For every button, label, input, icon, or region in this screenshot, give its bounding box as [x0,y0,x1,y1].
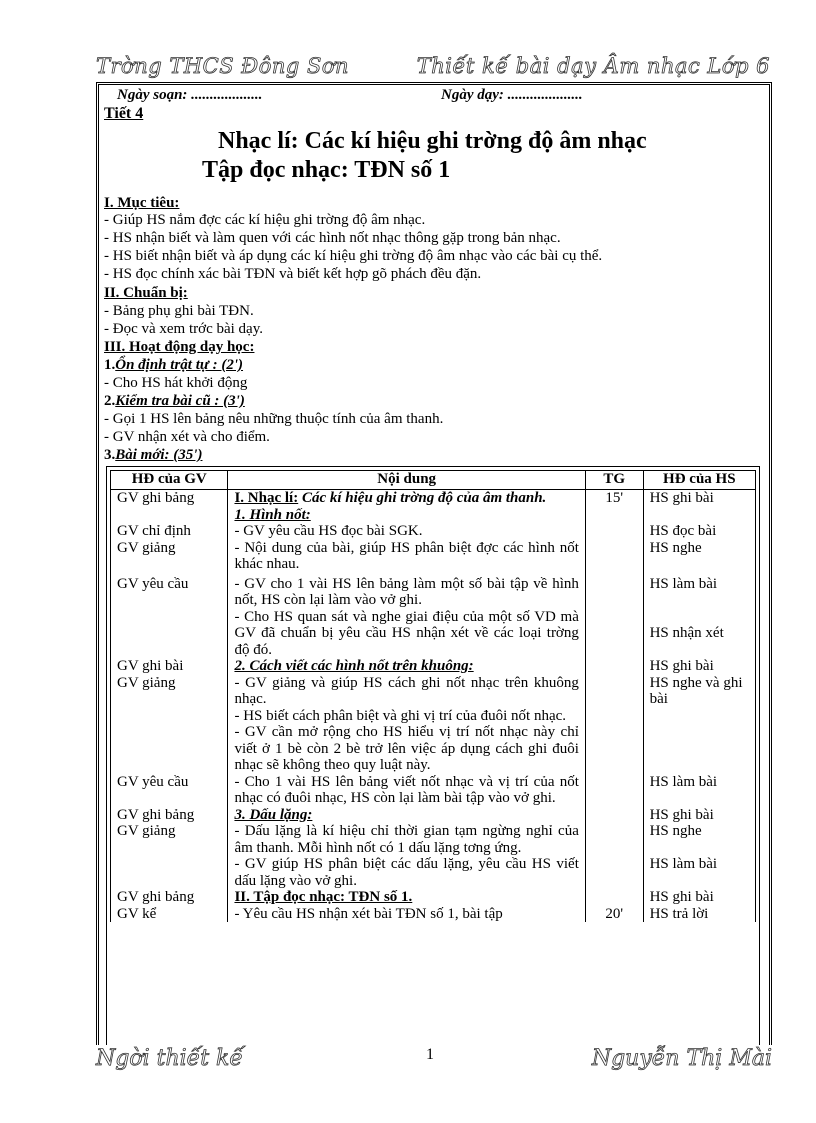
footer-author-label: Ngời thiết kế [96,1046,243,1071]
prep-line: - Bảng phụ ghi bài TĐN. [104,303,254,319]
table-row: GV ghi bảng II. Tập đọc nhạc: TĐN số 1. HS ghi bài [111,889,756,906]
lesson-number: Tiết 4 [104,105,144,122]
table-row: GV giảng - Dấu lặng là kí hiệu chỉ thời gian tạm ngừng nghỉ của âm thanh. Mỗi hình nốt có 1 dấu lặng tơng ứng. HS nghe [111,823,756,856]
table-row: GV kể - Yêu cầu HS nhận xét bài TĐN số 1, bài tập 20' HS trả lời [111,906,756,923]
col-time: TG [585,471,643,490]
date-taught: Ngày dạy: .................... [441,87,583,103]
table-row: - HS biết cách phân biệt và ghi vị trí của đuôi nốt nhạc. [111,708,756,725]
activity-2-line: - Gọi 1 HS lên bảng nêu những thuộc tính của âm thanh. [104,411,444,427]
page-header [96,54,772,80]
dates-line [117,87,583,104]
header-subject: Thiết kế bài dạy Âm nhạc Lớp 6 [416,54,770,78]
objective-line: - HS biết nhận biết và áp dụng các kí hiệu ghi trờng độ âm nhạc vào các bài cụ thể. [104,248,603,264]
activity-3: 3.Bài mới: (35') [104,447,203,463]
prep-line: - Đọc và xem trớc bài dạy. [104,321,263,337]
table-row: GV giảng - GV giảng và giúp HS cách ghi nốt nhạc trên khuông nhạc. HS nghe và ghi bài [111,675,756,708]
header-school: Trờng THCS Đông Sơn [96,54,350,78]
section-activities: III. Hoạt động dạy học: [104,339,255,355]
table-row: GV ghi bài 2. Cách viết các hình nốt trên khuông: HS ghi bài [111,658,756,675]
table-row: GV yêu cầu - Cho 1 vài HS lên bảng viết nốt nhạc và vị trí của nốt nhạc có đuôi nhạc, HS còn lại làm bài tập vào vở ghi. HS làm bài [111,774,756,807]
table-row: GV giảng - Nội dung của bài, giúp HS phân biệt đợc các hình nốt khác nhau. HS nghe [111,540,756,573]
table-row: GV chỉ định - GV yêu cầu HS đọc bài SGK. HS đọc bài [111,523,756,540]
table-row: GV ghi bảng 3. Dấu lặng: HS ghi bài [111,807,756,824]
activity-2: 2.Kiểm tra bài cũ : (3') [104,393,245,409]
table-row: GV yêu cầu - GV cho 1 vài HS lên bảng làm một số bài tập về hình nốt, HS còn lại làm vào vở ghi. HS làm bài [111,573,756,609]
lesson-title-2: Tập đọc nhạc: TĐN số 1 [202,157,451,183]
lesson-table [110,470,756,922]
col-gv: HĐ của GV [111,471,228,490]
table-row: - Cho HS quan sát và nghe giai điệu của một số VD mà GV đã chuẩn bị yêu cầu HS nhận xét về các loại trờng độ đó. HS nhận xét [111,609,756,659]
col-content: Nội dung [228,471,585,490]
activity-1-line: - Cho HS hát khởi động [104,375,248,391]
table-clip [0,470,816,1045]
table-row: GV ghi bảng I. Nhạc lí: Các kí hiệu ghi trờng độ của âm thanh. 1. Hình nốt: 15' HS ghi bài [111,490,756,524]
objective-line: - HS nhận biết và làm quen với các hình nốt nhạc thông gặp trong bản nhạc. [104,230,561,246]
table-row: - GV giúp HS phân biệt các dấu lặng, yêu cầu HS viết dấu lặng vào vở ghi. HS làm bài [111,856,756,889]
objective-line: - Giúp HS nắm đợc các kí hiệu ghi trờng độ âm nhạc. [104,212,426,228]
table-header-row [111,471,756,490]
footer-author-name: Nguyễn Thị Mài [591,1046,772,1071]
section-objectives: I. Mục tiêu: [104,195,180,211]
objective-line: - HS đọc chính xác bài TĐN và biết kết hợp gõ phách đều đặn. [104,266,482,282]
activity-1: 1.Ổn định trật tự : (2') [104,357,244,373]
section-preparation: II. Chuẩn bị: [104,285,188,301]
lesson-title-1: Nhạc lí: Các kí hiệu ghi trờng độ âm nhạc [218,128,647,154]
date-prepared: Ngày soạn: ................... [117,87,263,103]
activity-2-line: - GV nhận xét và cho điểm. [104,429,270,445]
col-hs: HĐ của HS [643,471,755,490]
page-number: 1 [426,1046,434,1063]
table-row: - GV cần mở rộng cho HS hiểu vị trí nốt nhạc này chỉ viết ở 1 bè còn 2 bè trở lên việc áp dụng cách ghi đuôi nhạc sẽ không theo quy luật này. [111,724,756,774]
